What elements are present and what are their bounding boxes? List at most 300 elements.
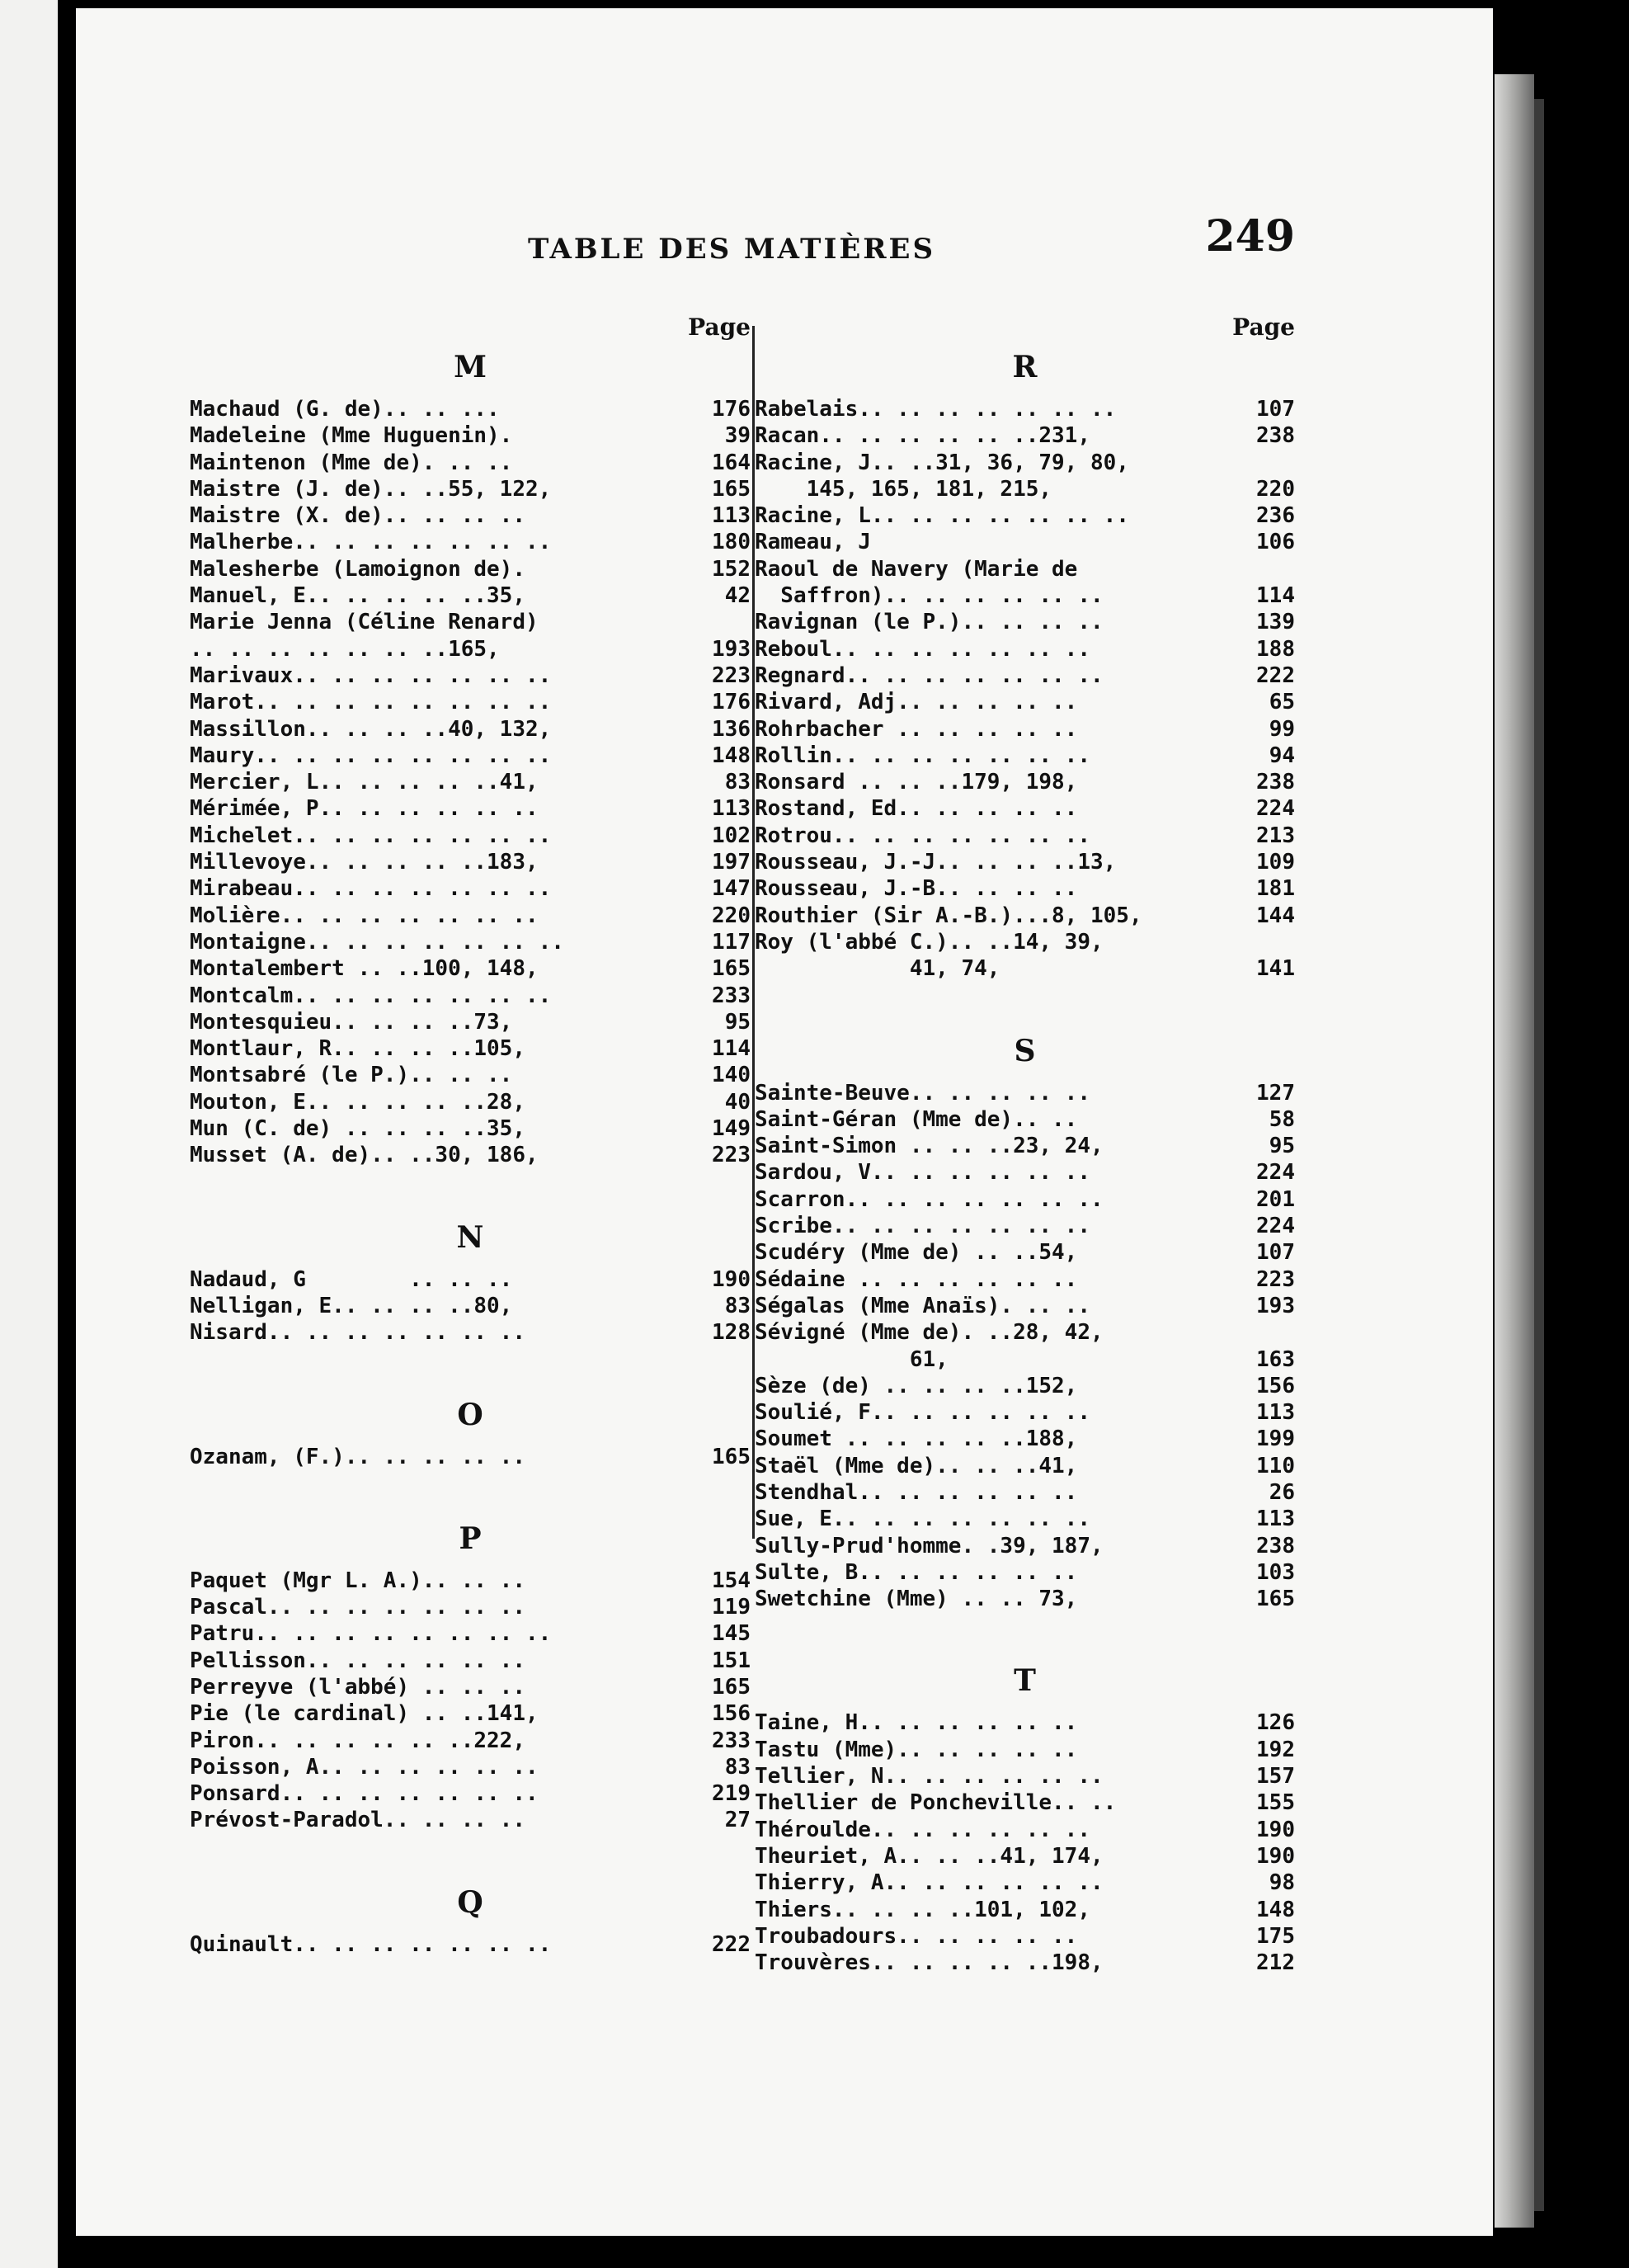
- index-entry: [190, 983, 751, 1009]
- index-entry: [190, 1115, 751, 1142]
- entry-pages: 157: [1256, 1764, 1295, 1789]
- section-spacer: [190, 1169, 751, 1209]
- entry-name: 61,: [755, 1346, 949, 1372]
- entry-name: Thiers.. .. .. ..101, 102,: [755, 1897, 1090, 1922]
- entry-name: Malherbe.. .. .. .. .. .. ..: [190, 530, 552, 555]
- entry-pages: 144: [1256, 903, 1295, 928]
- entry-name: Madeleine (Mme Huguenin).: [190, 423, 513, 449]
- entry-name: Soulié, F.. .. .. .. .. ..: [755, 1400, 1090, 1426]
- entry-name: Quinault.. .. .. .. .. .. ..: [190, 1931, 552, 1957]
- section-letter: Q: [457, 1884, 483, 1920]
- index-entry: [190, 422, 751, 449]
- entry-name: Montcalm.. .. .. .. .. .. ..: [190, 983, 552, 1008]
- entry-name: 145, 165, 181, 215,: [755, 476, 1052, 502]
- page-column-header: Page: [688, 314, 751, 341]
- index-entry: [190, 476, 751, 502]
- entry-name: Racine, L.. .. .. .. .. .. ..: [755, 503, 1129, 529]
- index-entry: [190, 582, 751, 609]
- entry-pages: 176: [712, 690, 751, 715]
- index-entry: [755, 450, 1295, 476]
- entry-pages: 114: [1256, 583, 1295, 609]
- entry-name: Raoul de Navery (Marie de: [755, 556, 1078, 582]
- entry-name: Tellier, N.. .. .. .. .. ..: [755, 1764, 1104, 1789]
- index-entry: [755, 743, 1295, 769]
- entry-name: Marie Jenna (Céline Renard): [190, 610, 539, 635]
- entry-name: Nisard.. .. .. .. .. .. ..: [190, 1320, 525, 1346]
- entry-name: Piron.. .. .. .. .. ..222,: [190, 1728, 525, 1753]
- entry-pages: 190: [1256, 1843, 1295, 1869]
- index-entry: [755, 1897, 1295, 1923]
- index-entry: [190, 1568, 751, 1594]
- entry-pages: 127: [1256, 1080, 1295, 1106]
- section-spacer: [755, 1612, 1295, 1652]
- entry-pages: 236: [1256, 503, 1295, 529]
- entry-name: Montlaur, R.. .. .. ..105,: [190, 1036, 525, 1062]
- index-entry: [190, 929, 751, 955]
- index-entry: [190, 1594, 751, 1620]
- index-entry: [190, 1319, 751, 1346]
- entry-name: Saint-Simon .. .. ..23, 24,: [755, 1134, 1104, 1159]
- entry-pages: 165: [1256, 1587, 1295, 1612]
- entry-name: Racan.. .. .. .. .. ..231,: [755, 423, 1090, 449]
- entry-pages: 26: [1269, 1479, 1295, 1505]
- index-entry: [755, 1870, 1295, 1896]
- adjacent-page-edge: [0, 0, 58, 2268]
- entry-pages: 163: [1256, 1346, 1295, 1372]
- entry-name: Patru.. .. .. .. .. .. .. ..: [190, 1621, 552, 1647]
- entry-name: Massillon.. .. .. ..40, 132,: [190, 716, 552, 742]
- index-entry: [755, 823, 1295, 849]
- index-entry: [755, 1950, 1295, 1976]
- entry-pages: 99: [1269, 716, 1295, 742]
- entry-pages: 220: [1256, 476, 1295, 502]
- entry-name: Mercier, L.. .. .. .. ..41,: [190, 770, 539, 795]
- entry-pages: 95: [724, 1009, 751, 1035]
- entry-pages: 212: [1256, 1950, 1295, 1976]
- entry-name: Montesquieu.. .. .. ..73,: [190, 1009, 513, 1035]
- entry-name: Perreyve (l'abbé) .. .. ..: [190, 1674, 525, 1700]
- entry-pages: 147: [712, 876, 751, 902]
- index-entry: [755, 1479, 1295, 1506]
- index-entry: [755, 903, 1295, 929]
- index-entry: [755, 1080, 1295, 1106]
- entry-name: Prévost-Paradol.. .. .. ..: [190, 1808, 525, 1833]
- entry-name: Pascal.. .. .. .. .. .. ..: [190, 1595, 525, 1620]
- entry-name: Scribe.. .. .. .. .. .. ..: [755, 1214, 1090, 1239]
- index-entry: [755, 1533, 1295, 1559]
- entry-pages: 103: [1256, 1559, 1295, 1585]
- entry-name: Rivard, Adj.. .. .. .. ..: [755, 690, 1078, 715]
- entry-name: Rollin.. .. .. .. .. .. ..: [755, 743, 1090, 768]
- entry-pages: 190: [1256, 1817, 1295, 1842]
- entry-pages: 136: [712, 716, 751, 742]
- index-entry: [190, 1648, 751, 1674]
- entry-pages: 139: [1256, 610, 1295, 635]
- entry-name: Reboul.. .. .. .. .. .. ..: [755, 636, 1090, 662]
- index-entry: [755, 396, 1295, 422]
- entry-name: 41, 74,: [755, 956, 1000, 982]
- entry-pages: 83: [724, 1293, 751, 1318]
- index-entry: [755, 1709, 1295, 1736]
- entry-name: Rotrou.. .. .. .. .. .. ..: [755, 823, 1090, 848]
- running-title: TABLE DES MATIÈRES: [528, 233, 936, 266]
- entry-name: Taine, H.. .. .. .. .. ..: [755, 1710, 1078, 1736]
- entry-pages: 224: [1256, 1214, 1295, 1239]
- entry-name: Montalembert .. ..100, 148,: [190, 956, 539, 982]
- index-entry: [190, 1728, 751, 1754]
- entry-pages: 114: [712, 1036, 751, 1062]
- entry-name: Ségalas (Mme Anaïs). .. ..: [755, 1293, 1090, 1318]
- index-entry: [190, 1035, 751, 1062]
- entry-pages: 95: [1269, 1134, 1295, 1159]
- entry-name: Marivaux.. .. .. .. .. .. ..: [190, 662, 552, 688]
- entry-pages: 222: [1256, 662, 1295, 688]
- entry-name: Maistre (X. de).. .. .. ..: [190, 503, 525, 529]
- entry-name: Theuriet, A.. .. ..41, 174,: [755, 1843, 1104, 1869]
- entry-pages: 165: [712, 476, 751, 502]
- index-entry: [190, 1293, 751, 1319]
- entry-name: .. .. .. .. .. .. ..165,: [190, 636, 500, 662]
- index-entry: [755, 1266, 1295, 1293]
- index-entry: [755, 1763, 1295, 1789]
- index-entry: [190, 1754, 751, 1780]
- entry-pages: 65: [1269, 690, 1295, 715]
- entry-name: Mouton, E.. .. .. .. ..28,: [190, 1089, 525, 1115]
- entry-pages: 106: [1256, 530, 1295, 555]
- entry-pages: 102: [712, 823, 751, 848]
- entry-pages: 113: [1256, 1400, 1295, 1426]
- page-stack-edge: [1495, 74, 1534, 2228]
- index-entry: [190, 450, 751, 476]
- entry-pages: 148: [1256, 1897, 1295, 1922]
- entry-name: Ravignan (le P.).. .. .. ..: [755, 610, 1104, 635]
- entry-name: Manuel, E.. .. .. .. ..35,: [190, 583, 525, 609]
- entry-name: Rameau, J: [755, 530, 871, 555]
- entry-pages: 223: [1256, 1266, 1295, 1292]
- index-entry: [755, 422, 1295, 449]
- index-entry: [190, 1266, 751, 1293]
- entry-pages: 176: [712, 397, 751, 422]
- entry-pages: 140: [712, 1063, 751, 1088]
- entry-pages: 193: [712, 636, 751, 662]
- index-entry: [755, 1789, 1295, 1816]
- index-entry: [190, 955, 751, 982]
- index-entry: [190, 769, 751, 795]
- entry-name: Musset (A. de).. ..30, 186,: [190, 1143, 539, 1168]
- entry-pages: 193: [1256, 1293, 1295, 1318]
- section-letter: N: [456, 1219, 484, 1255]
- entry-name: Roy (l'abbé C.).. ..14, 39,: [755, 929, 1104, 955]
- index-entry: [755, 1239, 1295, 1266]
- entry-pages: 149: [712, 1116, 751, 1142]
- entry-pages: 145: [712, 1621, 751, 1647]
- entry-pages: 165: [712, 1674, 751, 1700]
- index-entry: [190, 823, 751, 849]
- section-spacer: [190, 1346, 751, 1386]
- index-entry: [190, 875, 751, 902]
- index-entry: [190, 1807, 751, 1833]
- entry-pages: 223: [712, 1143, 751, 1168]
- index-entry: [190, 1700, 751, 1727]
- index-entry: [755, 849, 1295, 875]
- entry-pages: 151: [712, 1648, 751, 1673]
- index-entry: [190, 529, 751, 555]
- entry-pages: 113: [712, 796, 751, 822]
- entry-name: Sue, E.. .. .. .. .. .. ..: [755, 1506, 1090, 1532]
- index-entry: [755, 502, 1295, 529]
- entry-pages: 141: [1256, 956, 1295, 982]
- entry-pages: 83: [724, 770, 751, 795]
- section-letter: S: [1014, 1033, 1036, 1068]
- page-number: 249: [1205, 211, 1295, 262]
- entry-name: Regnard.. .. .. .. .. .. ..: [755, 662, 1104, 688]
- entry-name: Michelet.. .. .. .. .. .. ..: [190, 823, 552, 848]
- section-letter: P: [459, 1521, 482, 1556]
- index-entry: [190, 556, 751, 582]
- entry-name: Millevoye.. .. .. .. ..183,: [190, 850, 539, 875]
- entry-name: Ponsard.. .. .. .. .. .. ..: [190, 1781, 539, 1807]
- entry-pages: 109: [1256, 850, 1295, 875]
- entry-name: Montsabré (le P.).. .. ..: [190, 1063, 513, 1088]
- entry-pages: 156: [712, 1701, 751, 1727]
- entry-pages: 188: [1256, 636, 1295, 662]
- entry-name: Marot.. .. .. .. .. .. .. ..: [190, 690, 552, 715]
- entry-name: Stendhal.. .. .. .. .. ..: [755, 1479, 1078, 1505]
- page-column-header: Page: [1232, 314, 1295, 341]
- index-entry: [190, 502, 751, 529]
- index-entry: [755, 1843, 1295, 1870]
- entry-name: Routhier (Sir A.-B.)...8, 105,: [755, 903, 1142, 928]
- index-entry: [755, 662, 1295, 689]
- entry-name: Montaigne.. .. .. .. .. .. ..: [190, 929, 564, 955]
- index-column-right: [755, 314, 1295, 1976]
- entry-name: Troubadours.. .. .. .. ..: [755, 1923, 1078, 1949]
- entry-name: Pellisson.. .. .. .. .. ..: [190, 1648, 525, 1673]
- index-entry: [190, 1062, 751, 1088]
- entry-name: Paquet (Mgr L. A.).. .. ..: [190, 1568, 525, 1593]
- entry-pages: 220: [712, 903, 751, 928]
- index-entry: [755, 689, 1295, 715]
- entry-pages: 238: [1256, 770, 1295, 795]
- entry-name: Pie (le cardinal) .. ..141,: [190, 1701, 539, 1727]
- index-entry: [755, 636, 1295, 662]
- index-entry: [755, 476, 1295, 502]
- entry-name: Maury.. .. .. .. .. .. .. ..: [190, 743, 552, 768]
- index-entry: [755, 1817, 1295, 1843]
- entry-name: Soumet .. .. .. .. ..188,: [755, 1426, 1078, 1452]
- index-entry: [190, 636, 751, 662]
- index-entry: [190, 1009, 751, 1035]
- index-entry: [190, 1089, 751, 1115]
- entry-name: Rousseau, J.-B.. .. .. ..: [755, 876, 1078, 902]
- entry-name: Poisson, A.. .. .. .. .. ..: [190, 1754, 539, 1780]
- entry-name: Scudéry (Mme de) .. ..54,: [755, 1240, 1078, 1266]
- entry-pages: 39: [724, 423, 751, 449]
- index-entry: [190, 743, 751, 769]
- entry-pages: 126: [1256, 1710, 1295, 1736]
- index-entry: [755, 556, 1295, 582]
- entry-pages: 219: [712, 1781, 751, 1807]
- index-entry: [755, 1426, 1295, 1452]
- section-letter: R: [1012, 350, 1038, 384]
- entry-name: Nelligan, E.. .. .. ..80,: [190, 1293, 513, 1318]
- index-entry: [190, 903, 751, 929]
- index-entry: [190, 1780, 751, 1807]
- entry-name: Trouvères.. .. .. .. ..198,: [755, 1950, 1104, 1976]
- entry-name: Tastu (Mme).. .. .. .. ..: [755, 1737, 1078, 1762]
- entry-pages: 222: [712, 1931, 751, 1957]
- index-entry: [190, 795, 751, 822]
- entry-pages: 155: [1256, 1790, 1295, 1816]
- entry-name: Sardou, V.. .. .. .. .. ..: [755, 1160, 1090, 1186]
- entry-pages: 197: [712, 850, 751, 875]
- entry-name: Théroulde.. .. .. .. .. ..: [755, 1817, 1090, 1842]
- section-letter: T: [1014, 1663, 1036, 1699]
- index-entry: [190, 1142, 751, 1168]
- entry-pages: 27: [724, 1808, 751, 1833]
- entry-pages: 181: [1256, 876, 1295, 902]
- entry-pages: 128: [712, 1320, 751, 1346]
- entry-pages: 117: [712, 929, 751, 955]
- entry-name: Rostand, Ed.. .. .. .. ..: [755, 796, 1078, 822]
- entry-pages: 152: [712, 556, 751, 582]
- index-entry: [755, 1506, 1295, 1532]
- entry-pages: 164: [712, 450, 751, 475]
- entry-pages: 199: [1256, 1426, 1295, 1452]
- entry-pages: 119: [712, 1595, 751, 1620]
- index-entry: [755, 529, 1295, 555]
- entry-pages: 148: [712, 743, 751, 768]
- index-entry: [755, 1373, 1295, 1399]
- entry-name: Thellier de Poncheville.. ..: [755, 1790, 1117, 1816]
- entry-pages: 192: [1256, 1737, 1295, 1762]
- entry-pages: 238: [1256, 423, 1295, 449]
- entry-pages: 180: [712, 530, 751, 555]
- entry-pages: 40: [724, 1089, 751, 1115]
- index-column-left: [190, 314, 751, 1958]
- entry-name: Nadaud, G .. .. ..: [190, 1266, 513, 1292]
- index-entry: [755, 875, 1295, 902]
- entry-name: Saint-Géran (Mme de).. ..: [755, 1106, 1078, 1132]
- entry-name: Ronsard .. .. ..179, 198,: [755, 770, 1078, 795]
- index-entry: [755, 929, 1295, 955]
- entry-name: Sainte-Beuve.. .. .. .. ..: [755, 1080, 1090, 1106]
- entry-pages: 110: [1256, 1453, 1295, 1478]
- entry-pages: 213: [1256, 823, 1295, 848]
- entry-name: Mirabeau.. .. .. .. .. .. ..: [190, 876, 552, 902]
- entry-pages: 201: [1256, 1186, 1295, 1212]
- index-entry: [755, 1453, 1295, 1479]
- entry-pages: 165: [712, 1444, 751, 1469]
- entry-name: Scarron.. .. .. .. .. .. ..: [755, 1186, 1104, 1212]
- entry-pages: 107: [1256, 1240, 1295, 1266]
- index-entry: [755, 955, 1295, 982]
- index-entry: [755, 1559, 1295, 1586]
- index-entry: [190, 689, 751, 715]
- entry-name: Maintenon (Mme de). .. ..: [190, 450, 513, 475]
- index-entry: [755, 1159, 1295, 1186]
- index-entry: [755, 716, 1295, 743]
- entry-pages: 42: [724, 583, 751, 609]
- entry-name: Rabelais.. .. .. .. .. .. ..: [755, 397, 1117, 422]
- entry-pages: 113: [1256, 1506, 1295, 1532]
- index-entry: [755, 769, 1295, 795]
- index-entry: [190, 1931, 751, 1958]
- entry-pages: 233: [712, 1728, 751, 1753]
- section-spacer: [190, 1470, 751, 1510]
- index-entry: [190, 1674, 751, 1700]
- entry-pages: 224: [1256, 1160, 1295, 1186]
- index-entry: [755, 1586, 1295, 1612]
- index-entry: [755, 1923, 1295, 1950]
- index-entry: [755, 609, 1295, 635]
- index-entry: [755, 582, 1295, 609]
- entry-pages: 165: [712, 956, 751, 982]
- index-entry: [755, 1133, 1295, 1159]
- entry-pages: 94: [1269, 743, 1295, 768]
- entry-name: Rohrbacher .. .. .. .. ..: [755, 716, 1078, 742]
- index-entry: [755, 1346, 1295, 1373]
- entry-pages: 113: [712, 503, 751, 529]
- entry-name: Racine, J.. ..31, 36, 79, 80,: [755, 450, 1129, 475]
- entry-name: Ozanam, (F.).. .. .. .. ..: [190, 1444, 525, 1469]
- index-entry: [190, 849, 751, 875]
- index-entry: [755, 1106, 1295, 1133]
- entry-pages: 223: [712, 662, 751, 688]
- index-entry: [190, 716, 751, 743]
- index-entry: [755, 1293, 1295, 1319]
- entry-pages: 154: [712, 1568, 751, 1593]
- entry-name: Sulte, B.. .. .. .. .. ..: [755, 1559, 1078, 1585]
- index-entry: [190, 662, 751, 689]
- entry-name: Molière.. .. .. .. .. .. ..: [190, 903, 539, 928]
- entry-name: Sully-Prud'homme. .39, 187,: [755, 1533, 1104, 1558]
- entry-name: Sédaine .. .. .. .. .. ..: [755, 1266, 1078, 1292]
- entry-pages: 238: [1256, 1533, 1295, 1558]
- index-entry: [755, 1737, 1295, 1763]
- entry-pages: 190: [712, 1266, 751, 1292]
- entry-pages: 156: [1256, 1373, 1295, 1398]
- index-entry: [755, 1186, 1295, 1213]
- entry-name: Maistre (J. de).. ..55, 122,: [190, 476, 552, 502]
- index-entry: [755, 795, 1295, 822]
- entry-name: Saffron).. .. .. .. .. ..: [755, 583, 1104, 609]
- entry-name: Swetchine (Mme) .. .. 73,: [755, 1587, 1078, 1612]
- entry-name: Mérimée, P.. .. .. .. .. ..: [190, 796, 539, 822]
- index-entry: [190, 1444, 751, 1470]
- entry-pages: 83: [724, 1754, 751, 1780]
- section-letter: M: [454, 350, 487, 384]
- section-spacer: [190, 1834, 751, 1874]
- entry-name: Sèze (de) .. .. .. ..152,: [755, 1373, 1078, 1398]
- index-entry: [755, 1399, 1295, 1426]
- entry-pages: 98: [1269, 1870, 1295, 1896]
- section-letter: O: [457, 1397, 483, 1432]
- entry-pages: 175: [1256, 1923, 1295, 1949]
- entry-pages: 107: [1256, 397, 1295, 422]
- entry-name: Staël (Mme de).. .. ..41,: [755, 1453, 1078, 1478]
- entry-name: Machaud (G. de).. .. ...: [190, 397, 500, 422]
- index-entry: [190, 1620, 751, 1647]
- entry-pages: 58: [1269, 1106, 1295, 1132]
- entry-name: Sévigné (Mme de). ..28, 42,: [755, 1320, 1104, 1346]
- index-entry: [190, 396, 751, 422]
- index-entry: [755, 1319, 1295, 1346]
- index-entry: [755, 1213, 1295, 1239]
- page-stack-shadow: [1534, 99, 1544, 2211]
- section-spacer: [755, 983, 1295, 1022]
- index-entry: [190, 609, 751, 635]
